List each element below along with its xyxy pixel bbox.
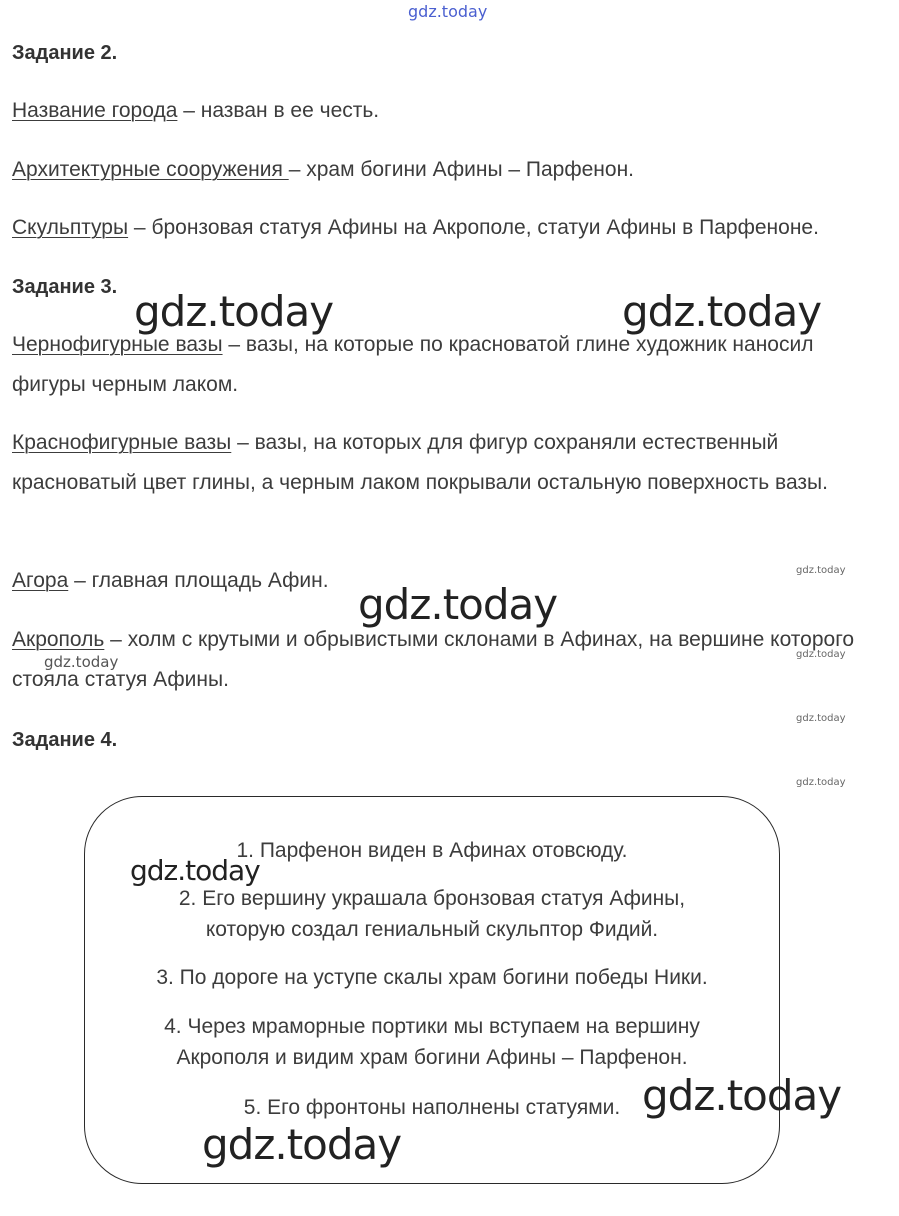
- task4-line-4: 3. По дороге на уступе скалы храм богини победы Ники.: [156, 966, 708, 989]
- task4-line-3: которую создал гениальный скульптор Фидий.: [205, 918, 659, 941]
- definition: – главная площадь Афин.: [68, 569, 329, 592]
- definition: – храм богини Афины – Парфенон.: [288, 158, 635, 181]
- task4-line-1: 1. Парфенон виден в Афинах отовсюду.: [236, 839, 628, 862]
- task4-line-2: 2. Его вершину украшала бронзовая статуя Афины,: [178, 887, 686, 910]
- task4-line-5: 4. Через мраморные портики мы вступаем на вершину: [164, 1015, 700, 1038]
- watermark-small: gdz.today: [44, 653, 119, 671]
- term: Чернофигурные вазы: [12, 333, 223, 356]
- term: Скульптуры: [12, 216, 129, 239]
- task3-row-2: [12, 423, 872, 503]
- term: Краснофигурные вазы: [12, 431, 232, 454]
- watermark-large: gdz.today: [134, 287, 334, 336]
- task2-row-3: [12, 216, 819, 240]
- task2-heading: Задание 2.: [12, 42, 118, 64]
- task3-row-1: [12, 325, 892, 405]
- task2-row-2: [12, 158, 634, 182]
- definition: – холм с крутыми и обрывистыми склонами в Афинах, на вершине которого стояла статуя Афины.: [12, 628, 855, 691]
- task3-heading: Задание 3.: [12, 276, 118, 298]
- definition: – вазы, на которые по красноватой глине художник наносил фигуры черным лаком.: [12, 333, 814, 396]
- task2-row-1: [12, 99, 379, 123]
- task4-heading: Задание 4.: [12, 729, 118, 751]
- watermark-tiny: gdz.today: [796, 565, 846, 576]
- term: Акрополь: [12, 628, 105, 651]
- watermark-large: gdz.today: [202, 1120, 402, 1169]
- watermark-large: gdz.today: [642, 1071, 842, 1120]
- watermark-top: gdz.today: [408, 2, 488, 21]
- task3-row-4: [12, 620, 862, 700]
- watermark-large: gdz.today: [358, 580, 558, 629]
- watermark-medium: gdz.today: [130, 854, 260, 887]
- definition: – бронзовая статуя Афины на Акрополе, статуи Афины в Парфеноне.: [128, 216, 819, 239]
- term: Агора: [12, 569, 69, 592]
- definition: – назван в ее честь.: [177, 99, 380, 122]
- watermark-large: gdz.today: [622, 287, 822, 336]
- watermark-tiny: gdz.today: [796, 649, 846, 660]
- definition: – вазы, на которых для фигур сохраняли естественный красноватый цвет глины, а черным лаком покрывали остальную поверхность вазы.: [12, 431, 828, 494]
- task4-line-6: Акрополя и видим храм богини Афины – Парфенон.: [176, 1046, 688, 1069]
- task4-line-7: 5. Его фронтоны наполнены статуями.: [243, 1096, 621, 1119]
- watermark-tiny: gdz.today: [796, 777, 846, 788]
- term: Архитектурные сооружения: [12, 158, 289, 181]
- term: Название города: [12, 99, 178, 122]
- watermark-tiny: gdz.today: [796, 713, 846, 724]
